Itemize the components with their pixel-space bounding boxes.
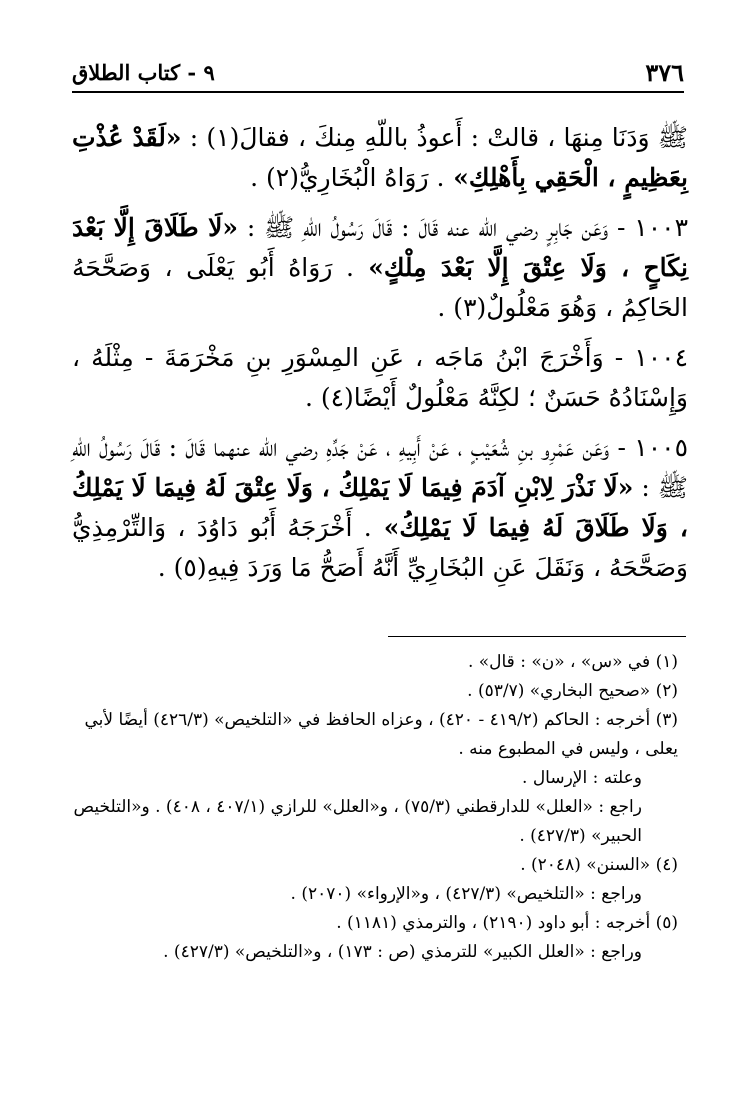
- text-run: ١٠٠٣ - وَعَن جَابِرٍ رضي الله عنه قَالَ : قَالَ رَسُولُ اللّهِ ﷺ :: [238, 213, 688, 242]
- footnote-5-refs: وراجع : «العلل الكبير» للترمذي (ص : ١٧٣) ، و«التلخيص» (٤٢٧/٣) .: [163, 942, 642, 962]
- text-run: ﷺ وَدَنَا مِنهَا ، قالتْ : أَعوذُ باللّهِ مِنكَ ، فقالَ(١) :: [181, 123, 688, 152]
- text-run: ١٠٠٥ - وَعَن عَمْرِو بنِ شُعَيْبٍ ، عَنْ أَبِيهِ ، عَنْ جَدِّهِ رضي الله عنهما قَالَ : قَالَ رَسُولُ اللّهِ ﷺ :: [72, 433, 688, 502]
- hadith-quote: «لَا نَذْرَ لِابْنِ آدَمَ فِيمَا لَا يَمْلِكُ ، وَلَا عِتْقَ لَهُ فِيمَا لَا يَمْلِكُ ، وَلَا طَلَاقَ لَهُ فِيمَا لَا يَمْلِكُ»: [72, 473, 688, 542]
- footnote-4-refs: وراجع : «التلخيص» (٤٢٧/٣) ، و«الإرواء» (٢٠٧٠) .: [290, 884, 642, 904]
- page-number: ٣٧٦: [645, 58, 684, 87]
- hadith-1003: [72, 208, 688, 328]
- footnote-3-refs: راجع : «العلل» للدارقطني (٧٥/٣) ، و«العلل» للرازي (٤٠٧/١ ، ٤٠٨) . و«التلخيص الحبير» (٤٢٧/٣) .: [73, 797, 642, 846]
- hadith-1005: [72, 428, 688, 588]
- footnote-4: (٤) «السنن» (٢٠٤٨) .: [520, 855, 678, 875]
- footnote-separator: [388, 636, 686, 637]
- paragraph-continuation: [72, 118, 688, 198]
- hadith-1004: [72, 338, 688, 418]
- text-run: . أَخْرَجَهُ أَبُو دَاوُدَ ، وَالتِّرْمِذِيُّ وَصَحَّحَهُ ، وَنَقَلَ عَنِ البُخَارِيِّ أَنَّهُ أَصَحُّ مَا وَرَدَ فِيهِ(٥) .: [72, 513, 688, 582]
- hadith-quote: «لَا طَلَاقَ إِلَّا بَعْدَ نِكَاحٍ ، وَلَا عِتْقَ إِلَّا بَعْدَ مِلْكٍ»: [72, 213, 688, 282]
- footnotes: [72, 648, 678, 967]
- text-run: ١٠٠٤ - وَأَخْرَجَ ابْنُ مَاجَه ، عَنِ المِسْوَرِ بنِ مَخْرَمَةَ - مِثْلَهُ ، وَإِسْنَادُهُ حَسَنٌ ؛ لكِنَّهُ مَعْلُولٌ أَيْضًا(٤) .: [72, 343, 688, 412]
- chapter-title: ٩ - كتاب الطلاق: [72, 60, 215, 85]
- header-rule: [72, 91, 684, 93]
- footnote-1: (١) في «س» ، «ن» : قال» .: [467, 652, 678, 672]
- footnote-5: (٥) أخرجه : أبو داود (٢١٩٠) ، والترمذي (١١٨١) .: [336, 913, 678, 933]
- footnote-3-cause: وعلته : الإرسال .: [522, 768, 642, 788]
- footnote-3: (٣) أخرجه : الحاكم (٤١٩/٢ - ٤٢٠) ، وعزاه الحافظ في «التلخيص» (٤٢٦/٣) أيضًا لأبي يعلى ، وليس في المطبوع منه .: [84, 710, 678, 759]
- text-run: . رَوَاهُ الْبُخَارِيُّ(٢) .: [250, 163, 445, 192]
- hadith-quote: «لَقَدْ عُذْتِ بِعَظِيمٍ ، الْحَقِي بِأَهْلِكِ»: [72, 123, 688, 192]
- main-text: [72, 118, 688, 598]
- text-run: . رَوَاهُ أَبُو يَعْلَى ، وَصَحَّحَهُ الحَاكِمُ ، وَهُوَ مَعْلُولٌ(٣) .: [72, 253, 688, 322]
- footnote-2: (٢) «صحيح البخاري» (٥٣/٧) .: [467, 681, 678, 701]
- page-header: [72, 54, 684, 90]
